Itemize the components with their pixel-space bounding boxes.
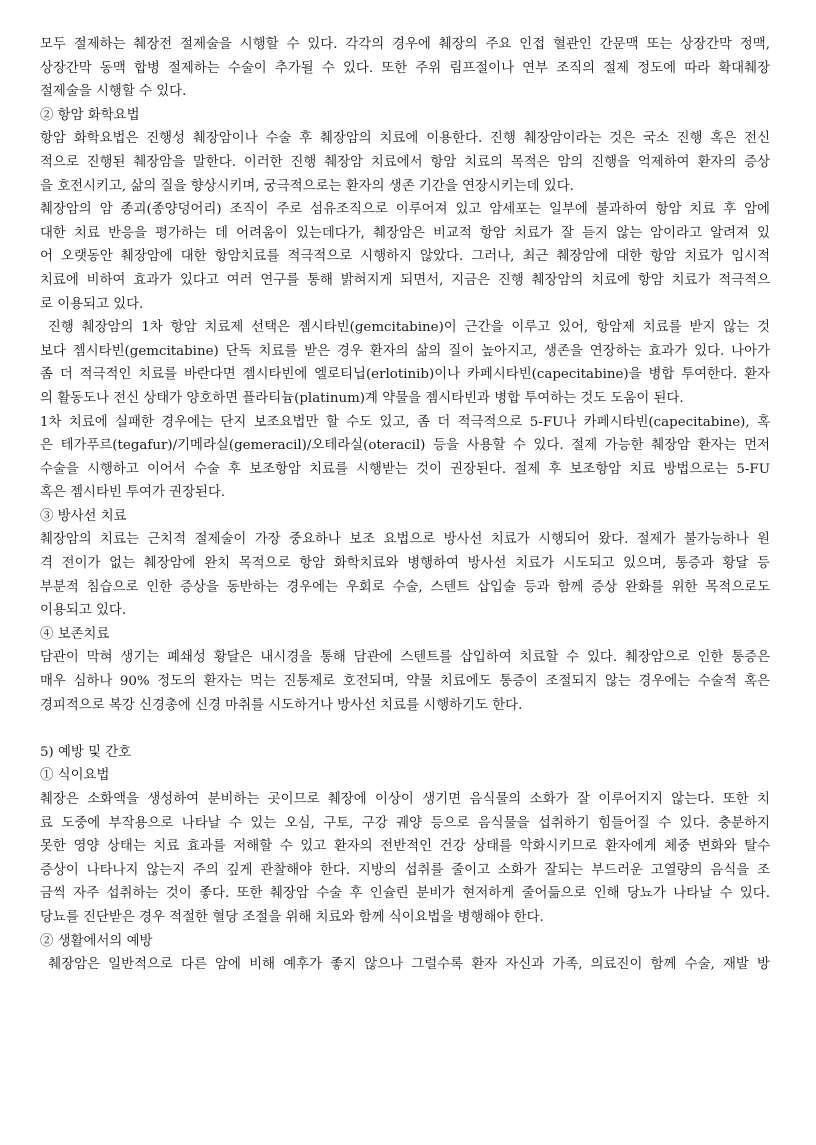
text-line: 5) 예방 및 간호 (40, 744, 132, 760)
text-line: 췌장은 소화액을 생성하여 분비하는 곳이므로 췌장에 이상이 생기면 음식물의 소화가 잘 이루어지지 않는다. 또한 치 (40, 792, 770, 807)
text-line: 은 테가푸르(tegafur)/기메라실(gemeracil)/오테라실(oteracil) 등을 사용할 수 있다. 절제 가능한 췌장암 환자는 먼저 (40, 438, 770, 454)
text-line: 절제술을 시행할 수 있다. (40, 84, 187, 100)
text-line: 항암 화학요법은 진행성 췌장암이나 수술 후 췌장암의 치료에 이용한다. 진행 췌장암이라는 것은 국소 진행 혹은 전신 (40, 131, 770, 147)
text-line: ③ 방사선 치료 (40, 508, 127, 524)
text-line: ④ 보존치료 (40, 626, 110, 642)
text-line: 1차 치료에 실패한 경우에는 단지 보조요법만 할 수도 있고, 좀 더 적극적으로 5-FU나 카페시타빈(capecitabine), 혹 (40, 414, 770, 430)
text-line: 대한 치료 반응을 평가하는 데 어려움이 있는데다가, 췌장암은 비교적 항암 치료가 잘 듣지 않는 암이라고 알려져 있 (40, 225, 770, 241)
text-line: 상장간막 동맥 합병 절제하는 수술이 추가될 수 있다. 또한 주위 림프절이나 연부 조직의 절제 정도에 따라 확대췌장 (40, 60, 770, 76)
text-line: 모두 절제하는 췌장전 절제술을 시행할 수 있다. 각각의 경우에 췌장의 주요 인접 혈관인 간문맥 또는 상장간막 정맥, (40, 37, 770, 52)
text-line: 보다 젬시타빈(gemcitabine) 단독 치료를 받은 경우 환자의 삶의 질이 높아지고, 생존을 연장하는 효과가 있다. 나아가 (40, 343, 770, 359)
text-line: 췌장암의 암 종괴(종양덩어리) 조직이 주로 섬유조직으로 이루어져 있고 암세포는 일부에 불과하여 항암 치료 후 암에 (40, 202, 770, 218)
text-line: 이용되고 있다. (40, 603, 127, 619)
text-line: 담관이 막혀 생기는 폐쇄성 황달은 내시경을 통해 담관에 스텐트를 삽입하여 치료할 수 있다. 췌장암으로 인한 통증은 (40, 650, 770, 666)
text-line: 진행 췌장암의 1차 항암 치료제 선택은 젬시타빈(gemcitabine)이 근간을 이루고 있어, 항암제 치료를 받지 않는 것 (40, 320, 770, 336)
text-line: 어 오랫동안 췌장암에 대한 항암치료를 적극적으로 시행하지 않았다. 그러나, 최근 췌장암에 대한 항암 치료가 임시적 (40, 249, 770, 265)
text-line: 의 활동도나 전신 상태가 양호하면 플라티늄(platinum)계 약물을 젬시타빈과 병합 투여하는 것도 도움이 된다. (40, 390, 684, 406)
text-line: 당뇨를 진단받은 경우 적절한 혈당 조절을 위해 치료와 함께 식이요법을 병행해야 한다. (40, 909, 544, 925)
text-line: 경피적으로 복강 신경총에 신경 마취를 시도하거나 방사선 치료를 시행하기도 한다. (40, 697, 523, 713)
text-line: 치료에 비하여 효과가 있다고 여러 연구를 통해 밝혀지게 되면서, 지금은 진행 췌장암의 치료에 항암 치료가 적극적으 (40, 272, 770, 288)
text-line: 췌장암은 일반적으로 다른 암에 비해 예후가 좋지 않으나 그럴수록 환자 자신과 가족, 의료진이 함께 수술, 재발 방 (40, 957, 770, 973)
text-line: 췌장암의 치료는 근치적 절제술이 가장 중요하나 보조 요법으로 방사선 치료가 시행되어 왔다. 절제가 불가능하나 원 (40, 532, 770, 548)
text-line: ② 생활에서의 예방 (40, 933, 153, 949)
text-line: ② 항암 화학요법 (40, 107, 140, 123)
text-line: 료 도중에 부작용으로 나타날 수 있는 오심, 구토, 구강 궤양 등으로 음식물을 섭취하기 힘들어질 수 있다. 충분하지 (40, 815, 770, 831)
text-line: 매우 심하나 90% 정도의 환자는 먹는 진통제로 호전되며, 약물 치료에도 통증이 조절되지 않는 경우에는 수술적 혹은 (40, 674, 770, 690)
document-page (40, 33, 770, 977)
text-line: 못한 영양 상태는 치료 효과를 저해할 수 있고 환자의 전반적인 건강 상태를 악화시키므로 환자에게 체중 변화와 탈수 (40, 839, 770, 855)
blank-line (40, 717, 770, 741)
text-line: 증상이 나타나지 않는지 주의 깊게 관찰해야 한다. 지방의 섭취를 줄이고 소화가 잘되는 부드러운 고열량의 음식을 조 (40, 862, 770, 878)
text-line: ① 식이요법 (40, 768, 110, 784)
text-line: 부분적 침습으로 인한 증상을 동반하는 경우에는 우회로 수술, 스텐트 삽입술 등과 함께 증상 완화를 위한 목적으로도 (40, 579, 770, 595)
text-line: 적으로 진행된 췌장암을 말한다. 이러한 진행 췌장암 치료에서 항암 치료의 목적은 암의 진행을 억제하여 환자의 증상 (40, 154, 770, 170)
text-line: 을 호전시키고, 삶의 질을 향상시키며, 궁극적으로는 환자의 생존 기간을 연장시키는데 있다. (40, 178, 574, 194)
text-line: 혹은 젬시타빈 투여가 권장된다. (40, 485, 226, 501)
text-line: 좀 더 적극적인 치료를 바란다면 젬시타빈에 엘로티닙(erlotinib)이나 카페시타빈(capecitabine)을 병합 투여한다. 환자 (40, 367, 770, 383)
text-line: 금씩 자주 섭취하는 것이 좋다. 또한 췌장암 수술 후 인슐린 분비가 현저하게 줄어듦으로 인해 당뇨가 나타날 수 있다. (40, 886, 770, 902)
text-line: 격 전이가 없는 췌장암에 완치 목적으로 항암 화학치료와 병행하여 방사선 치료가 시도되고 있으며, 통증과 황달 등 (40, 556, 770, 572)
text-line: 로 이용되고 있다. (40, 296, 144, 312)
text-line: 수술을 시행하고 이어서 수술 후 보조항암 치료를 시행받는 것이 권장된다. 절제 후 보조항암 치료 방법으로는 5-FU (40, 461, 770, 477)
